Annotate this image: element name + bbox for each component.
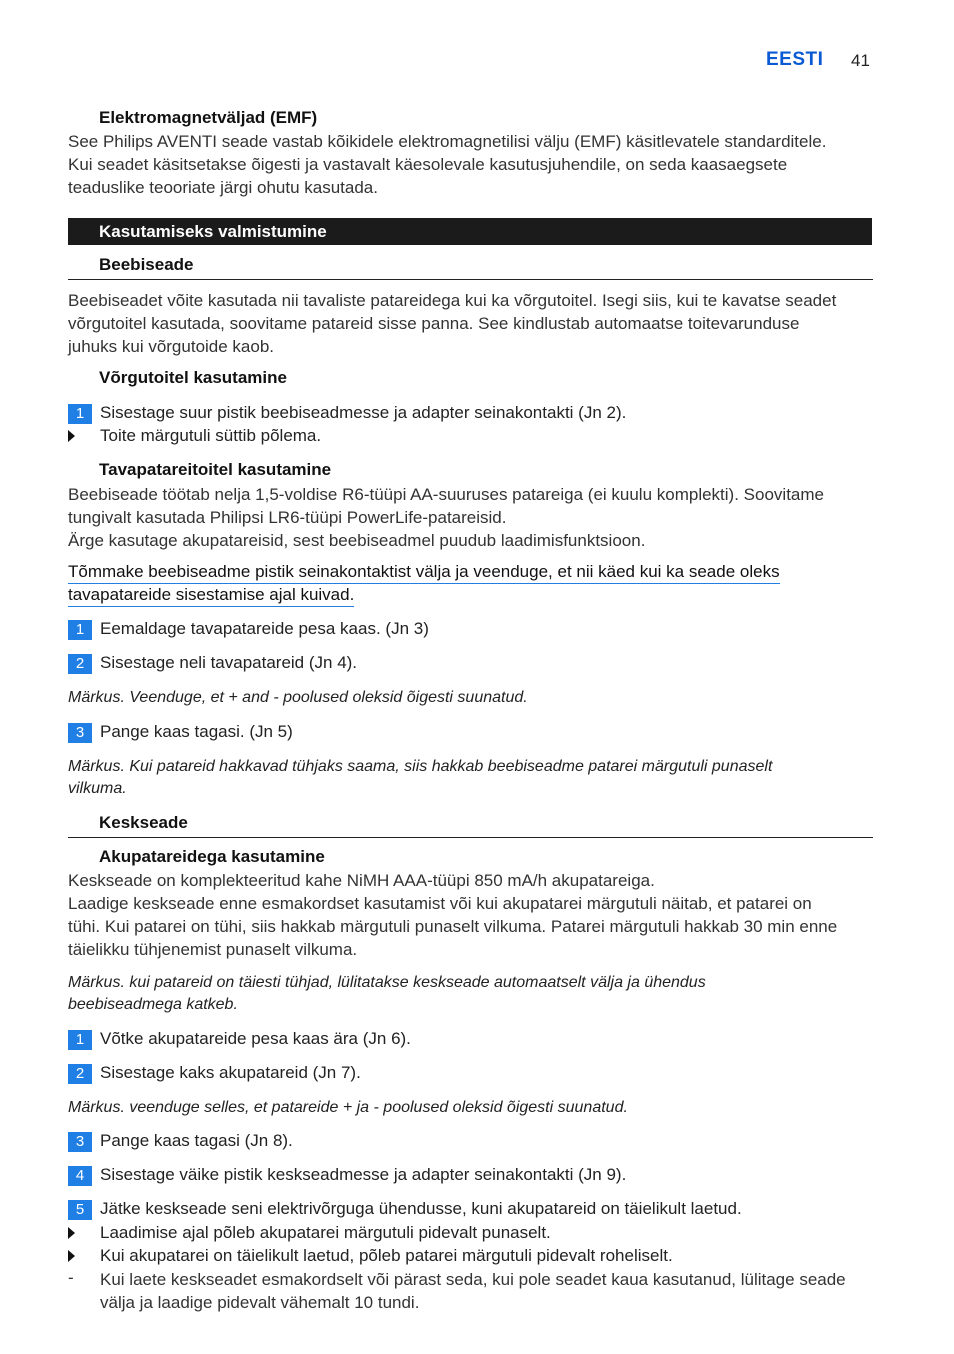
step-text: Pange kaas tagasi. (Jn 5): [100, 722, 293, 741]
step-text: Sisestage väike pistik keskseadmesse ja adapter seinakontakti (Jn 9).: [100, 1165, 627, 1184]
result-text: Toite märgutuli süttib põlema.: [100, 426, 322, 445]
tip-line: välja ja laadige pidevalt vähemalt 10 tundi.: [100, 1293, 420, 1312]
warning-line: Tõmmake beebiseadme pistik seinakontaktist välja ja veenduge, et nii käed kui ka seade oleks: [68, 562, 780, 584]
section-title: Kasutamiseks valmistumine: [99, 222, 327, 241]
parent-step-3: [68, 1132, 874, 1154]
step-number: 2: [68, 1064, 92, 1084]
mains-step: [68, 404, 874, 426]
dash-mark: -: [68, 1268, 74, 1287]
tip-text: [100, 1268, 874, 1314]
parent-unit-heading: Keskseade: [99, 813, 188, 832]
step-number: 1: [68, 620, 92, 640]
step-text: Sisestage suur pistik beebiseadmesse ja adapter seinakontakti (Jn 2).: [100, 403, 627, 422]
note-line: Märkus. Kui patareid hakkavad tühjaks saama, siis hakkab beebiseadme patarei märgutuli punaselt: [68, 758, 773, 775]
note: [68, 756, 874, 800]
step-text: Sisestage kaks akupatareid (Jn 7).: [100, 1063, 361, 1082]
result-text: Laadimise ajal põleb akupatarei märgutuli pidevalt punaselt.: [100, 1223, 551, 1242]
emf-line: Kui seadet käsitsetakse õigesti ja vastavalt käesolevale kasutusjuhendile, on seda kaasaegsete: [68, 155, 788, 174]
emf-paragraph: [68, 130, 874, 199]
parent-step-1: [68, 1030, 874, 1052]
result-arrow-icon: [68, 1227, 75, 1239]
charge-result-1: [68, 1223, 874, 1245]
parent-unit-paragraph: [68, 869, 874, 961]
divider: [68, 837, 873, 838]
step-text: Jätke keskseade seni elektrivõrguga ühendusse, kuni akupatareid on täielikult laetud.: [100, 1199, 742, 1218]
step-number: 2: [68, 654, 92, 674]
note: Märkus. veenduge selles, et patareide + ja - poolused oleksid õigesti suunatud.: [68, 1099, 628, 1116]
step-number: 4: [68, 1166, 92, 1186]
intro-line: võrgutoitel kasutada, soovitame patareid sisse panna. See kindlustab automaatse toitevarunduse: [68, 314, 800, 333]
emf-heading: Elektromagnetväljad (EMF): [99, 108, 318, 127]
battery-paragraph: [68, 483, 874, 552]
note: [68, 972, 874, 1016]
result-arrow-icon: [68, 430, 75, 442]
parent-step-2: [68, 1064, 874, 1086]
emf-line: teaduslike teooriate järgi ohutu kasutada.: [68, 178, 378, 197]
warning-line: tavapatareide sisestamise ajal kuivad.: [68, 585, 354, 607]
baby-unit-intro: [68, 289, 874, 358]
rechargeable-heading: Akupatareidega kasutamine: [99, 847, 325, 866]
note: Märkus. Veenduge, et + and - poolused oleksid õigesti suunatud.: [68, 689, 528, 706]
step-number: 1: [68, 1030, 92, 1050]
parent-line: tühi. Kui patarei on tühi, siis hakkab märgutuli punaselt vilkuma. Patarei märgutuli hakkab 30 min enne: [68, 917, 838, 936]
section-bar: [68, 218, 872, 245]
note-line: beebiseadmega katkeb.: [68, 996, 238, 1013]
step-number: 3: [68, 723, 92, 743]
step-number: 3: [68, 1132, 92, 1152]
intro-line: Beebiseadet võite kasutada nii tavaliste patareidega kui ka võrgutoitel. Isegi siis, kui te kavatse seadet: [68, 291, 837, 310]
step-number: 5: [68, 1200, 92, 1220]
result-text: Kui akupatarei on täielikult laetud, põleb patarei märgutuli pidevalt roheliselt.: [100, 1246, 673, 1265]
battery-line: Beebiseade töötab nelja 1,5-voldise R6-tüüpi AA-suuruses patareiga (ei kuulu komplekti). Soovitame: [68, 485, 824, 504]
emf-line: See Philips AVENTI seade vastab kõikidele elektromagnetilisi välju (EMF) käsitlevatele standarditele.: [68, 132, 827, 151]
step-text: Sisestage neli tavapatareid (Jn 4).: [100, 653, 358, 672]
note-line: vilkuma.: [68, 780, 127, 797]
parent-line: Laadige keskseade enne esmakordset kasutamist või kui akupatarei märgutuli näitab, et patarei on: [68, 894, 812, 913]
step-text: Eemaldage tavapatareide pesa kaas. (Jn 3): [100, 619, 429, 638]
battery-step-2: [68, 654, 874, 676]
battery-step-3: [68, 723, 874, 745]
tip-line: Kui laete keskseadet esmakordselt või pärast seda, kui pole seadet kaua kasutanud, lülitage seade: [100, 1270, 846, 1289]
page-number: 41: [851, 51, 870, 70]
charge-result-2: [68, 1246, 874, 1268]
intro-line: juhuks kui võrgutoide kaob.: [68, 337, 275, 356]
result-arrow-icon: [68, 1250, 75, 1262]
parent-step-5: [68, 1200, 874, 1222]
mains-result: [68, 426, 874, 448]
battery-step-1: [68, 620, 874, 642]
step-number: 1: [68, 404, 92, 424]
battery-line: Ärge kasutage akupatareisid, sest beebiseadmel puudub laadimisfunktsioon.: [68, 531, 646, 550]
battery-heading: Tavapatareitoitel kasutamine: [99, 460, 332, 479]
parent-line: Keskseade on komplekteeritud kahe NiMH AAA-tüüpi 850 mA/h akupatareiga.: [68, 871, 655, 890]
mains-heading: Võrgutoitel kasutamine: [99, 368, 287, 387]
battery-line: tungivalt kasutada Philipsi LR6-tüüpi PowerLife-patareisid.: [68, 508, 507, 527]
parent-line: täielikku tühjenemist punaselt vilkuma.: [68, 940, 358, 959]
language-label: EESTI: [766, 49, 824, 70]
step-text: Võtke akupatareide pesa kaas ära (Jn 6).: [100, 1029, 411, 1048]
note-line: Märkus. kui patareid on täiesti tühjad, lülitatakse keskseade automaatselt välja ja ühendus: [68, 974, 706, 991]
step-text: Pange kaas tagasi (Jn 8).: [100, 1131, 293, 1150]
divider: [68, 279, 873, 280]
parent-step-4: [68, 1166, 874, 1188]
baby-unit-heading: Beebiseade: [99, 255, 194, 274]
